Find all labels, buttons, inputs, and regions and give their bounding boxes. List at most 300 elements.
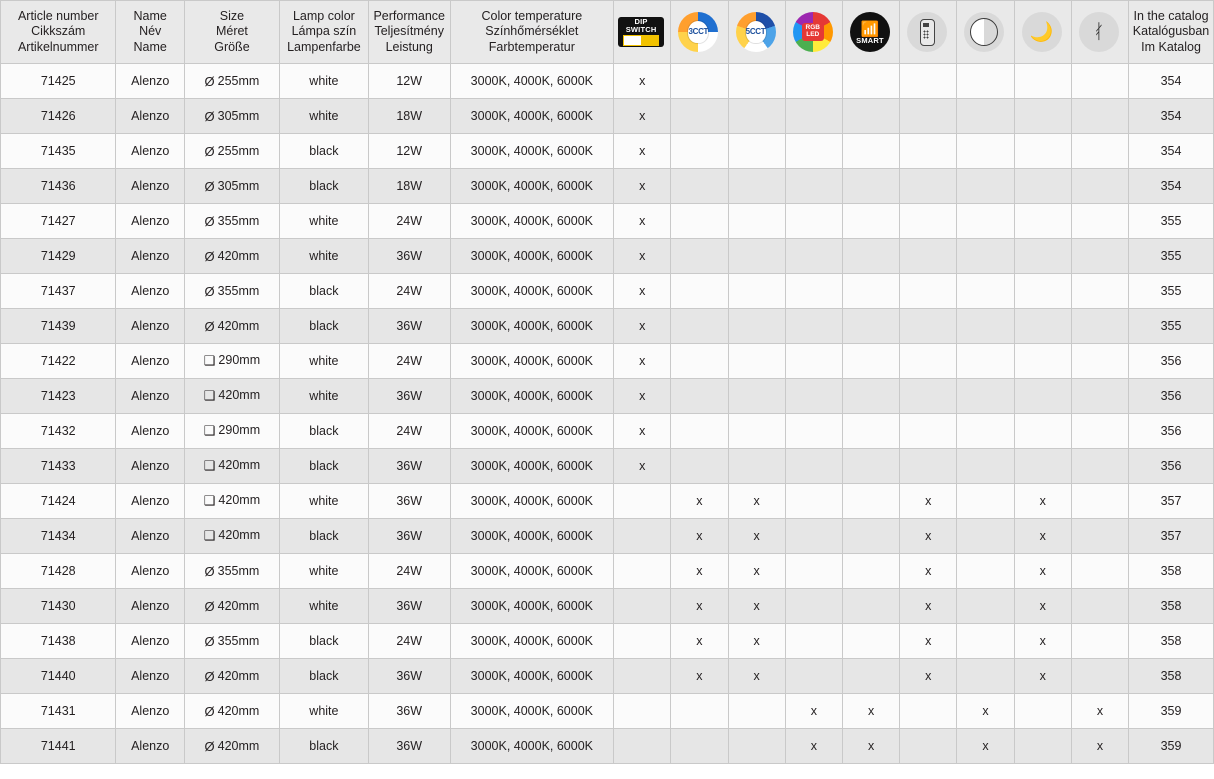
cell-catalog-page: 356 (1129, 344, 1214, 379)
cell-catalog-page: 356 (1129, 449, 1214, 484)
cell-size (184, 239, 279, 274)
cell-catalog-page: 357 (1129, 519, 1214, 554)
cell-catalog-page: 355 (1129, 204, 1214, 239)
cell-feature-dip-switch: x (614, 309, 671, 344)
cell-feature-cct3 (671, 204, 728, 239)
cell-feature-rgb-led: x (785, 694, 842, 729)
header-article-number-line-1: Article number (17, 8, 99, 23)
cell-feature-cct3 (671, 239, 728, 274)
cell-article-number: 71429 (1, 239, 116, 274)
cell-feature-bluetooth (1071, 484, 1128, 519)
header-article-number-line-2: Cikkszám (31, 24, 86, 39)
cell-feature-dip-switch (614, 729, 671, 764)
cell-feature-smart (842, 624, 899, 659)
cell-feature-dimmable (957, 659, 1014, 694)
cell-size-value: 420mm (217, 703, 260, 718)
table-row (1, 379, 1214, 414)
cell-feature-remote (900, 204, 957, 239)
cell-feature-remote: x (900, 589, 957, 624)
table-row (1, 519, 1214, 554)
header-catalog-line-2: Katalógusban (1132, 24, 1210, 39)
cell-feature-remote: x (900, 484, 957, 519)
cell-feature-dimmable (957, 134, 1014, 169)
cell-performance: 24W (368, 624, 450, 659)
cell-feature-smart (842, 414, 899, 449)
cell-feature-rgb-led (785, 414, 842, 449)
cell-feature-remote: x (900, 554, 957, 589)
cell-feature-rgb-led (785, 64, 842, 99)
cell-feature-smart (842, 379, 899, 414)
cell-lamp-color: white (279, 379, 368, 414)
cell-color-temperature: 3000K, 4000K, 6000K (450, 204, 614, 239)
cell-catalog-page: 354 (1129, 134, 1214, 169)
cell-feature-dimmable (957, 519, 1014, 554)
cell-feature-smart (842, 169, 899, 204)
cell-performance: 12W (368, 134, 450, 169)
cell-feature-bluetooth (1071, 449, 1128, 484)
cell-feature-smart (842, 484, 899, 519)
cell-feature-dimmable (957, 554, 1014, 589)
table-body (1, 64, 1214, 764)
cell-feature-rgb-led (785, 484, 842, 519)
cell-catalog-page: 354 (1129, 99, 1214, 134)
cell-article-number: 71423 (1, 379, 116, 414)
cell-feature-bluetooth (1071, 64, 1128, 99)
cell-feature-remote: x (900, 659, 957, 694)
cell-size-value: 355mm (217, 213, 260, 228)
cell-performance: 24W (368, 344, 450, 379)
cell-feature-dimmable (957, 64, 1014, 99)
header-name (116, 1, 184, 64)
cell-lamp-color: white (279, 589, 368, 624)
cell-feature-rgb-led (785, 589, 842, 624)
square-shape-icon: ❑ (203, 423, 216, 438)
cell-feature-night-mode (1014, 274, 1071, 309)
night-mode-moon-glyph: 🌙 (1029, 21, 1054, 43)
cell-feature-night-mode (1014, 449, 1071, 484)
remote-control-icon (907, 12, 947, 52)
circle-shape-icon: Ø (204, 703, 215, 719)
cell-color-temperature: 3000K, 4000K, 6000K (450, 589, 614, 624)
cell-catalog-page: 354 (1129, 169, 1214, 204)
cell-article-number: 71431 (1, 694, 116, 729)
cell-article-number: 71430 (1, 589, 116, 624)
cell-performance: 36W (368, 589, 450, 624)
cell-catalog-page: 355 (1129, 274, 1214, 309)
cell-feature-dip-switch (614, 659, 671, 694)
night-mode-moon-icon (1022, 12, 1062, 52)
cell-catalog-page: 355 (1129, 239, 1214, 274)
cell-feature-dip-switch: x (614, 344, 671, 379)
cell-feature-remote (900, 309, 957, 344)
table-row (1, 694, 1214, 729)
cell-feature-dimmable (957, 484, 1014, 519)
cell-feature-dip-switch: x (614, 449, 671, 484)
cell-size (184, 484, 279, 519)
cell-size (184, 449, 279, 484)
cell-feature-cct5 (728, 414, 785, 449)
circle-shape-icon: Ø (204, 143, 215, 159)
cell-feature-cct3 (671, 344, 728, 379)
cell-lamp-color: black (279, 519, 368, 554)
header-dimming (957, 1, 1014, 64)
cell-lamp-color: black (279, 274, 368, 309)
header-row (1, 1, 1214, 64)
cell-size (184, 99, 279, 134)
cell-size (184, 379, 279, 414)
3cct-bulb-icon-label: 3CCT (688, 27, 709, 36)
cell-feature-night-mode (1014, 64, 1071, 99)
cell-feature-smart (842, 134, 899, 169)
cell-lamp-color: white (279, 204, 368, 239)
cell-feature-rgb-led (785, 519, 842, 554)
circle-shape-icon: Ø (204, 73, 215, 89)
cell-feature-cct5: x (728, 624, 785, 659)
cell-lamp-color: white (279, 64, 368, 99)
table-header (1, 1, 1214, 64)
cell-catalog-page: 358 (1129, 589, 1214, 624)
cell-color-temperature: 3000K, 4000K, 6000K (450, 169, 614, 204)
cell-color-temperature: 3000K, 4000K, 6000K (450, 624, 614, 659)
header-performance-line-2: Teljesítmény (374, 24, 444, 39)
cell-feature-remote (900, 239, 957, 274)
cell-feature-dip-switch: x (614, 169, 671, 204)
cell-name: Alenzo (116, 554, 184, 589)
cell-feature-cct3 (671, 729, 728, 764)
cell-feature-rgb-led (785, 624, 842, 659)
cell-feature-dimmable: x (957, 694, 1014, 729)
cell-name: Alenzo (116, 659, 184, 694)
cell-size-value: 420mm (217, 248, 260, 263)
cell-size-value: 420mm (218, 388, 261, 402)
cell-feature-bluetooth (1071, 134, 1128, 169)
cell-name: Alenzo (116, 344, 184, 379)
cell-name: Alenzo (116, 589, 184, 624)
cell-feature-cct5 (728, 169, 785, 204)
cell-feature-bluetooth (1071, 659, 1128, 694)
table-row (1, 449, 1214, 484)
cell-feature-rgb-led (785, 169, 842, 204)
cell-size-value: 355mm (217, 633, 260, 648)
cell-size-value: 420mm (217, 668, 260, 683)
cell-feature-cct5: x (728, 589, 785, 624)
cell-size (184, 554, 279, 589)
cell-size-value: 255mm (217, 143, 260, 158)
cell-color-temperature: 3000K, 4000K, 6000K (450, 64, 614, 99)
cell-name: Alenzo (116, 309, 184, 344)
dip-switch-icon (618, 17, 664, 47)
cell-performance: 36W (368, 729, 450, 764)
cell-size-value: 290mm (218, 423, 261, 437)
rgb-led-icon (793, 12, 833, 52)
cell-feature-cct5 (728, 694, 785, 729)
cell-feature-cct3: x (671, 484, 728, 519)
cell-feature-bluetooth (1071, 344, 1128, 379)
cell-feature-dimmable (957, 589, 1014, 624)
cell-performance: 12W (368, 64, 450, 99)
cell-catalog-page: 357 (1129, 484, 1214, 519)
cell-name: Alenzo (116, 169, 184, 204)
cell-feature-dip-switch: x (614, 64, 671, 99)
header-lamp-color (279, 1, 368, 64)
cell-name: Alenzo (116, 519, 184, 554)
cell-feature-night-mode (1014, 694, 1071, 729)
cell-lamp-color: white (279, 694, 368, 729)
header-catalog-line-1: In the catalog (1133, 8, 1209, 23)
cell-size-value: 420mm (217, 738, 260, 753)
cell-feature-remote (900, 64, 957, 99)
header-catalog-line-3: Im Katalog (1141, 39, 1201, 54)
dip-switch-icon-bar (623, 35, 659, 46)
cell-feature-cct5 (728, 379, 785, 414)
cell-feature-bluetooth (1071, 169, 1128, 204)
circle-shape-icon: Ø (204, 598, 215, 614)
cell-performance: 18W (368, 99, 450, 134)
cell-feature-cct5: x (728, 519, 785, 554)
header-size-line-2: Méret (215, 24, 248, 39)
cell-feature-remote (900, 134, 957, 169)
cell-performance: 36W (368, 694, 450, 729)
cell-feature-rgb-led (785, 344, 842, 379)
header-article-number-line-3: Artikelnummer (17, 39, 99, 54)
cell-lamp-color: white (279, 99, 368, 134)
cell-article-number: 71422 (1, 344, 116, 379)
header-performance-line-1: Performance (373, 8, 445, 23)
cell-article-number: 71424 (1, 484, 116, 519)
header-color-temperature (450, 1, 614, 64)
circle-shape-icon: Ø (204, 213, 215, 229)
cell-color-temperature: 3000K, 4000K, 6000K (450, 309, 614, 344)
cell-feature-dimmable (957, 449, 1014, 484)
5cct-bulb-icon-label: 5CCT (745, 27, 766, 36)
remote-control-icon-wrap (900, 3, 954, 61)
bluetooth-icon-wrap (1072, 3, 1126, 61)
cell-article-number: 71438 (1, 624, 116, 659)
circle-shape-icon: Ø (204, 108, 215, 124)
cell-feature-smart (842, 589, 899, 624)
cell-feature-bluetooth (1071, 519, 1128, 554)
3cct-bulb-icon-inner (688, 21, 708, 43)
cell-feature-bluetooth (1071, 624, 1128, 659)
cell-feature-night-mode (1014, 99, 1071, 134)
header-size-line-3: Größe (214, 39, 250, 54)
cell-size (184, 729, 279, 764)
header-lamp-color-line-1: Lamp color (292, 8, 355, 23)
cell-feature-rgb-led (785, 99, 842, 134)
night-mode-moon-icon-wrap (1015, 3, 1069, 61)
cell-catalog-page: 356 (1129, 414, 1214, 449)
cell-size-value: 420mm (218, 458, 261, 472)
cell-size (184, 659, 279, 694)
bluetooth-glyph: ᚰ (1092, 21, 1105, 43)
3cct-bulb-icon (678, 12, 718, 52)
cell-article-number: 71427 (1, 204, 116, 239)
cell-feature-smart (842, 554, 899, 589)
smart-wifi-icon (850, 12, 890, 52)
header-bluetooth (1071, 1, 1128, 64)
header-smart (842, 1, 899, 64)
cell-size-value: 420mm (217, 598, 260, 613)
cell-article-number: 71425 (1, 64, 116, 99)
cell-feature-night-mode: x (1014, 589, 1071, 624)
header-rgb-led (785, 1, 842, 64)
cell-size (184, 414, 279, 449)
cell-feature-remote (900, 169, 957, 204)
cell-feature-dip-switch: x (614, 239, 671, 274)
cell-feature-smart: x (842, 694, 899, 729)
cell-feature-bluetooth (1071, 309, 1128, 344)
cell-size-value: 255mm (217, 73, 260, 88)
circle-shape-icon: Ø (204, 633, 215, 649)
circle-shape-icon: Ø (204, 318, 215, 334)
square-shape-icon: ❑ (203, 458, 216, 473)
cell-lamp-color: white (279, 554, 368, 589)
cell-feature-remote (900, 414, 957, 449)
cell-size-value: 355mm (217, 283, 260, 298)
bluetooth-icon (1079, 12, 1119, 52)
cell-size (184, 204, 279, 239)
rgb-led-icon-core (802, 23, 824, 41)
cell-feature-rgb-led (785, 554, 842, 589)
cell-feature-rgb-led (785, 204, 842, 239)
cell-feature-night-mode (1014, 204, 1071, 239)
header-performance-line-3: Leistung (385, 39, 433, 54)
cell-name: Alenzo (116, 449, 184, 484)
cell-size (184, 64, 279, 99)
cell-feature-cct3 (671, 379, 728, 414)
cell-feature-rgb-led (785, 134, 842, 169)
cell-feature-dimmable (957, 169, 1014, 204)
rgb-led-icon-label-1: RGB (805, 24, 820, 32)
cell-lamp-color: black (279, 659, 368, 694)
header-size-line-1: Size (219, 8, 245, 23)
table-row (1, 134, 1214, 169)
cell-article-number: 71426 (1, 99, 116, 134)
cell-feature-cct5: x (728, 554, 785, 589)
cell-feature-smart (842, 99, 899, 134)
table-row (1, 554, 1214, 589)
cell-color-temperature: 3000K, 4000K, 6000K (450, 414, 614, 449)
cell-performance: 36W (368, 449, 450, 484)
header-night-mode (1014, 1, 1071, 64)
square-shape-icon: ❑ (203, 353, 216, 368)
cell-catalog-page: 358 (1129, 659, 1214, 694)
square-shape-icon: ❑ (203, 388, 216, 403)
cell-feature-bluetooth (1071, 589, 1128, 624)
header-name-line-3: Name (133, 39, 167, 54)
cell-color-temperature: 3000K, 4000K, 6000K (450, 554, 614, 589)
cell-article-number: 71439 (1, 309, 116, 344)
cell-lamp-color: white (279, 344, 368, 379)
cell-size (184, 694, 279, 729)
cell-feature-cct3 (671, 694, 728, 729)
cell-lamp-color: black (279, 169, 368, 204)
cell-feature-remote (900, 379, 957, 414)
smart-icon-label: SMART (856, 35, 884, 45)
cell-feature-dip-switch: x (614, 134, 671, 169)
table-row (1, 589, 1214, 624)
cell-article-number: 71436 (1, 169, 116, 204)
cell-lamp-color: black (279, 134, 368, 169)
cell-catalog-page: 355 (1129, 309, 1214, 344)
table-row (1, 309, 1214, 344)
circle-shape-icon: Ø (204, 283, 215, 299)
circle-shape-icon: Ø (204, 178, 215, 194)
cell-feature-remote: x (900, 624, 957, 659)
table-row (1, 624, 1214, 659)
cell-feature-night-mode (1014, 309, 1071, 344)
dimming-icon (964, 12, 1004, 52)
table-row (1, 729, 1214, 764)
cell-article-number: 71428 (1, 554, 116, 589)
cell-feature-cct3 (671, 169, 728, 204)
cell-lamp-color: black (279, 449, 368, 484)
header-lamp-color-line-2: Lámpa szín (291, 24, 357, 39)
cell-name: Alenzo (116, 624, 184, 659)
cell-feature-dimmable (957, 309, 1014, 344)
cell-lamp-color: white (279, 239, 368, 274)
cell-feature-dimmable: x (957, 729, 1014, 764)
cell-feature-smart (842, 344, 899, 379)
cell-feature-remote (900, 729, 957, 764)
cell-color-temperature: 3000K, 4000K, 6000K (450, 239, 614, 274)
cell-feature-dimmable (957, 414, 1014, 449)
remote-control-icon-body (920, 19, 935, 46)
cell-feature-smart (842, 449, 899, 484)
table-row (1, 204, 1214, 239)
cell-performance: 18W (368, 169, 450, 204)
5cct-bulb-icon-wrap (729, 3, 783, 61)
cell-feature-cct3: x (671, 589, 728, 624)
header-color-temperature-line-1: Color temperature (481, 8, 583, 23)
circle-shape-icon: Ø (204, 563, 215, 579)
cell-feature-cct5 (728, 729, 785, 764)
table-row (1, 169, 1214, 204)
cell-lamp-color: black (279, 309, 368, 344)
cell-feature-rgb-led (785, 659, 842, 694)
3cct-bulb-icon-wrap (671, 3, 725, 61)
cell-feature-night-mode: x (1014, 484, 1071, 519)
table-row (1, 64, 1214, 99)
cell-performance: 24W (368, 554, 450, 589)
header-performance (368, 1, 450, 64)
cell-feature-cct5 (728, 274, 785, 309)
cell-performance: 24W (368, 204, 450, 239)
header-5cct (728, 1, 785, 64)
smart-wifi-icon-wrap (843, 3, 897, 61)
cell-size-value: 420mm (218, 528, 261, 542)
cell-feature-dip-switch: x (614, 204, 671, 239)
cell-feature-dimmable (957, 274, 1014, 309)
cell-name: Alenzo (116, 694, 184, 729)
header-color-temperature-line-3: Farbtemperatur (488, 39, 575, 54)
cell-performance: 36W (368, 379, 450, 414)
cell-lamp-color: white (279, 484, 368, 519)
cell-catalog-page: 358 (1129, 554, 1214, 589)
header-dip-switch (614, 1, 671, 64)
cell-size (184, 309, 279, 344)
cell-feature-bluetooth (1071, 239, 1128, 274)
cell-feature-cct5: x (728, 484, 785, 519)
cell-feature-bluetooth (1071, 414, 1128, 449)
rgb-led-icon-wrap (786, 3, 840, 61)
cell-article-number: 71433 (1, 449, 116, 484)
cell-catalog-page: 358 (1129, 624, 1214, 659)
cell-feature-smart (842, 204, 899, 239)
cell-name: Alenzo (116, 239, 184, 274)
cell-size-value: 420mm (218, 493, 261, 507)
cell-feature-dip-switch (614, 484, 671, 519)
